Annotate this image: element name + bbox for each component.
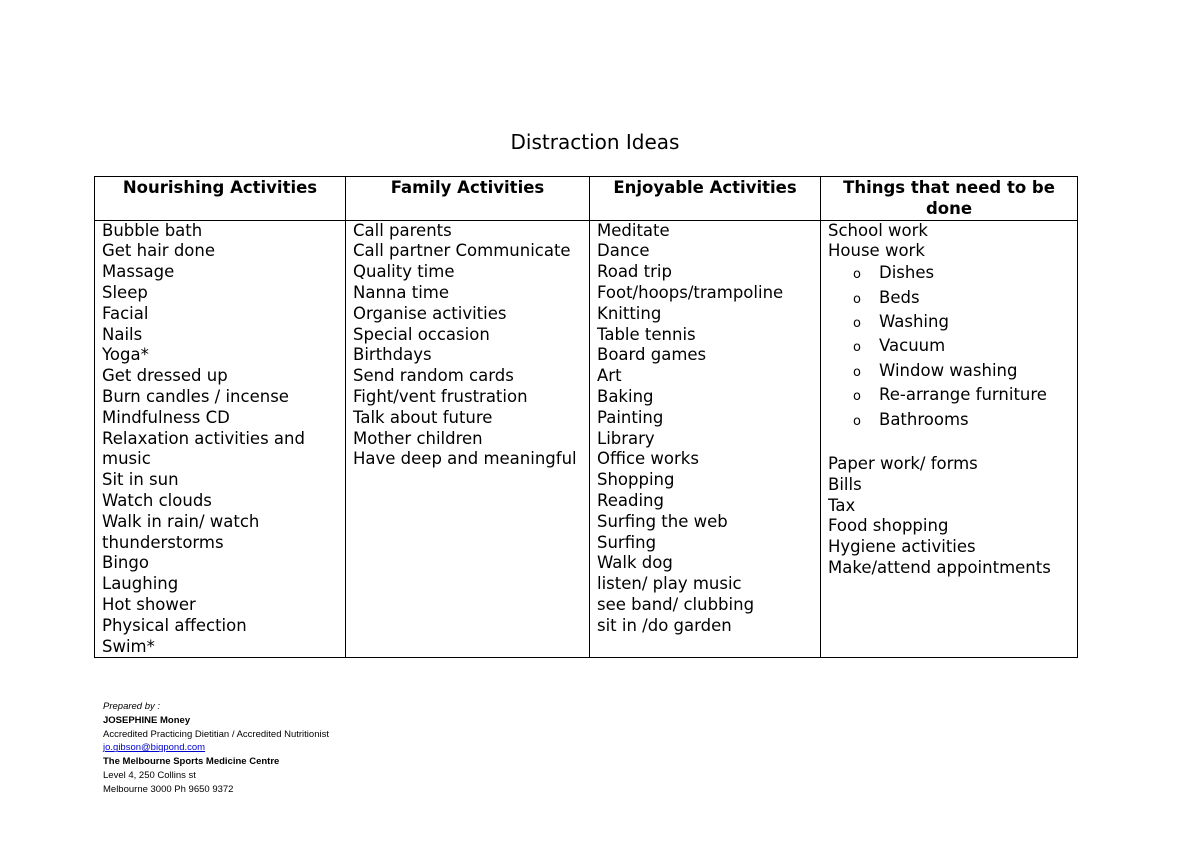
list-item: Call partner Communicate [353, 241, 571, 261]
author-credentials: Accredited Practicing Dietitian / Accredited Nutritionist [103, 728, 329, 740]
nourishing-list [102, 221, 338, 658]
list-item: Library [597, 428, 655, 448]
hollow-bullet-icon: o [853, 340, 861, 356]
list-item: Sit in sun [102, 470, 179, 490]
list-item: Special occasion [353, 324, 490, 344]
sub-list-item-label: Washing [879, 312, 949, 331]
footer-contact [103, 700, 329, 797]
list-item: Have deep and meaningful [353, 449, 577, 469]
sub-list-item [853, 262, 1070, 286]
list-item: Bubble bath [102, 220, 203, 240]
list-item: Swim* [102, 636, 155, 656]
list-item: Facial [102, 303, 149, 323]
sub-list-item-label: Bathrooms [879, 409, 969, 429]
sub-list-item-label: Vacuum [879, 336, 946, 356]
list-item: Sleep [102, 282, 148, 302]
list-item: Quality time [353, 262, 455, 282]
list-item: Talk about future [353, 407, 493, 427]
hollow-bullet-icon: o [853, 389, 861, 405]
list-item: Tax [828, 495, 856, 515]
list-item: Walk in rain/ watch thunderstorms [102, 511, 260, 552]
list-item: Laughing [102, 574, 179, 594]
cell-todo [821, 220, 1078, 658]
todo-list-after [828, 454, 1070, 579]
list-item: Hygiene activities [828, 537, 976, 557]
list-item: School work [828, 220, 928, 240]
list-item: Watch clouds [102, 490, 212, 510]
author-name: JOSEPHINE Money [103, 714, 191, 726]
list-item: Organise activities [353, 303, 507, 323]
list-item: listen/ play music [597, 574, 742, 594]
list-item: Dance [597, 241, 650, 261]
city-phone-line: Melbourne 3000 Ph 9650 9372 [103, 783, 234, 795]
cell-nourishing [95, 220, 346, 658]
table-header-row [95, 177, 1078, 221]
distraction-ideas-table [94, 176, 1078, 658]
hollow-bullet-icon: o [853, 316, 861, 331]
cell-family [346, 220, 590, 658]
cell-enjoyable [590, 220, 821, 658]
sub-list-item [853, 360, 1070, 384]
hollow-bullet-icon: o [853, 267, 861, 283]
family-list [353, 221, 582, 471]
list-item: Meditate [597, 220, 670, 240]
list-item: Food shopping [828, 516, 949, 536]
sub-list-item [853, 384, 1070, 408]
sub-list-item-label: Beds [879, 287, 920, 307]
sub-list-item-label: Dishes [879, 263, 935, 283]
list-item: Send random cards [353, 366, 514, 386]
hollow-bullet-icon: o [853, 413, 861, 429]
list-item: Board games [597, 345, 707, 365]
list-item: Painting [597, 407, 664, 427]
list-item: Get hair done [102, 241, 216, 261]
list-item: Paper work/ forms [828, 454, 978, 474]
list-item: Get dressed up [102, 366, 228, 386]
header-todo: Things that need to be done [821, 177, 1078, 221]
author-email-link[interactable]: jo.gibson@bigpond.com [103, 742, 206, 754]
housework-sublist [828, 262, 1070, 433]
list-item: sit in /do garden [597, 615, 732, 635]
list-item: Art [597, 366, 622, 386]
list-item: Surfing [597, 532, 657, 552]
list-item: Surfing the web [597, 511, 728, 531]
list-item: Bills [828, 474, 862, 494]
list-item: Bingo [102, 553, 149, 573]
list-item: Nails [102, 324, 143, 344]
list-item: Hot shower [102, 594, 196, 614]
list-item: Shopping [597, 470, 675, 490]
list-item: Reading [597, 490, 664, 510]
hollow-bullet-icon: o [853, 364, 861, 380]
sub-list-item-label: Window washing [879, 360, 1018, 380]
list-item: Fight/vent frustration [353, 386, 528, 406]
spacer [828, 433, 1070, 454]
header-family: Family Activities [346, 177, 590, 221]
header-nourishing: Nourishing Activities [95, 177, 346, 221]
sub-list-item [853, 409, 1070, 433]
list-item: Relaxation activities and music [102, 428, 305, 469]
sub-list-item-label: Re-arrange furniture [879, 385, 1047, 405]
table-body-row [95, 220, 1078, 658]
list-item: House work [828, 241, 925, 261]
organization-name: The Melbourne Sports Medicine Centre [103, 756, 280, 768]
hollow-bullet-icon: o [853, 291, 861, 307]
list-item: Massage [102, 262, 175, 282]
list-item: Mindfulness CD [102, 407, 230, 427]
list-item: Burn candles / incense [102, 386, 289, 406]
list-item: Physical affection [102, 615, 247, 635]
list-item: Office works [597, 449, 699, 469]
list-item: Foot/hoops/trampoline [597, 282, 784, 302]
list-item: Nanna time [353, 282, 450, 302]
prepared-by-label: Prepared by : [103, 701, 161, 712]
address-line: Level 4, 250 Collins st [103, 769, 196, 781]
list-item: Table tennis [597, 324, 696, 344]
list-item: see band/ clubbing [597, 594, 755, 614]
sub-list-item [853, 335, 1070, 359]
header-enjoyable: Enjoyable Activities [590, 177, 821, 221]
list-item: Birthdays [353, 345, 432, 365]
todo-list-before [828, 221, 1070, 263]
sub-list-item [853, 287, 1070, 311]
list-item: Yoga* [102, 345, 149, 365]
list-item: Knitting [597, 303, 662, 323]
list-item: Walk dog [597, 553, 673, 573]
document-title: Distraction Ideas [510, 130, 680, 154]
list-item: Mother children [353, 428, 483, 448]
list-item: Baking [597, 386, 654, 406]
enjoyable-list [597, 221, 813, 637]
list-item: Make/attend appointments [828, 558, 1051, 578]
list-item: Call parents [353, 220, 452, 240]
list-item: Road trip [597, 262, 672, 282]
sub-list-item [853, 311, 1070, 335]
